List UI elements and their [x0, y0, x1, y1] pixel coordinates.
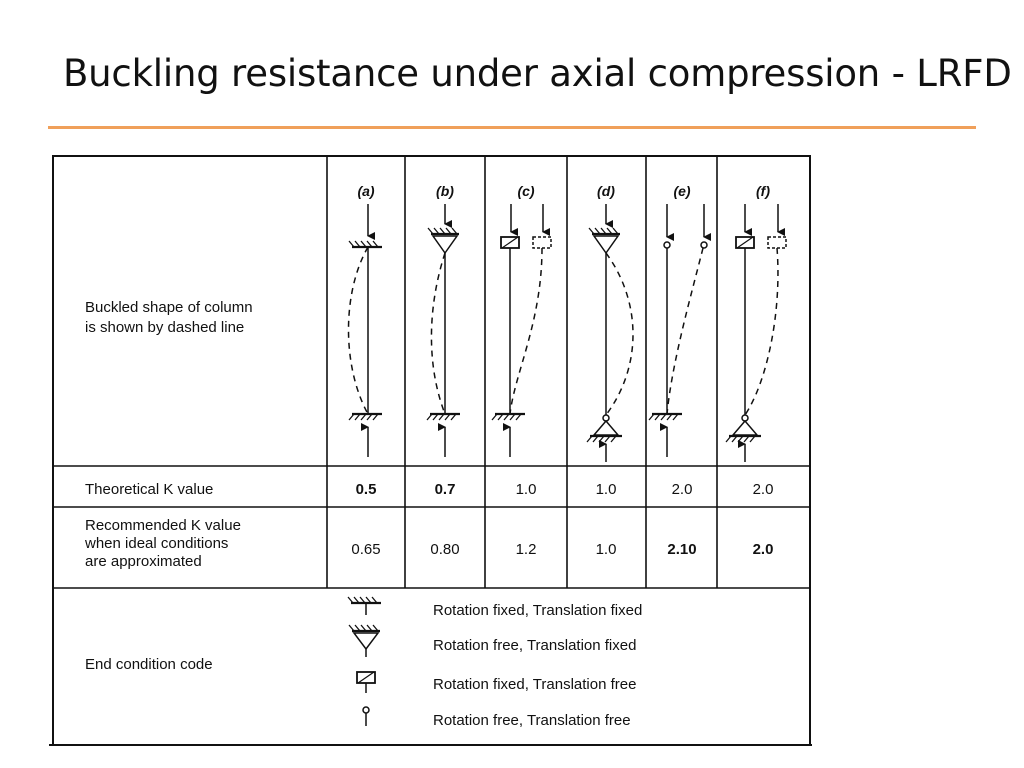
theoretical-k-label: Theoretical K value [85, 481, 214, 498]
theoretical-k-a: 0.5 [355, 481, 377, 498]
column-d-sketch [587, 204, 633, 462]
case-b-header: (b) [436, 183, 454, 199]
legend-fixed-free: Rotation fixed, Translation free [433, 676, 637, 693]
case-d-header: (d) [597, 183, 615, 199]
legend-free-free: Rotation free, Translation free [433, 712, 631, 729]
end-condition-label: End condition code [85, 656, 213, 673]
column-b-sketch [427, 204, 460, 457]
column-f-sketch [726, 204, 786, 462]
pinned-symbol-icon [349, 625, 380, 657]
case-c-header: (c) [517, 183, 535, 199]
case-e-header: (e) [673, 183, 691, 199]
theoretical-k-f: 2.0 [752, 481, 774, 498]
recommended-k-e: 2.10 [667, 541, 697, 558]
fixed-fixed-symbol-icon [348, 597, 381, 615]
column-e-sketch [649, 204, 707, 457]
theoretical-k-d: 1.0 [595, 481, 617, 498]
legend-fixed-fixed: Rotation fixed, Translation fixed [433, 602, 643, 619]
column-c-sketch [492, 204, 551, 457]
case-f-header: (f) [756, 183, 770, 199]
recommended-k-label-line1: Recommended K value [85, 517, 241, 534]
theoretical-k-b: 0.7 [434, 481, 456, 498]
theoretical-k-e: 2.0 [671, 481, 693, 498]
theoretical-k-c: 1.0 [515, 481, 537, 498]
recommended-k-b: 0.80 [430, 541, 460, 558]
free-pin-symbol-icon [363, 707, 369, 726]
recommended-k-label-line3: are approximated [85, 553, 202, 570]
recommended-k-label-line2: when ideal conditions [85, 535, 229, 552]
title-underline [48, 126, 976, 129]
case-a-header: (a) [357, 183, 375, 199]
recommended-k-a: 0.65 [351, 541, 381, 558]
recommended-k-d: 1.0 [595, 541, 617, 558]
effective-length-figure [47, 152, 814, 748]
legend-free-fixed: Rotation free, Translation fixed [433, 637, 637, 654]
recommended-k-c: 1.2 [515, 541, 537, 558]
recommended-k-f: 2.0 [752, 541, 774, 558]
slide-title: Buckling resistance under axial compression - LRFD [63, 52, 1012, 95]
column-a-sketch [349, 204, 383, 457]
guided-symbol-icon [357, 672, 375, 693]
buckled-label-line1: Buckled shape of column [85, 299, 253, 316]
buckled-label-line2: is shown by dashed line [85, 319, 245, 336]
